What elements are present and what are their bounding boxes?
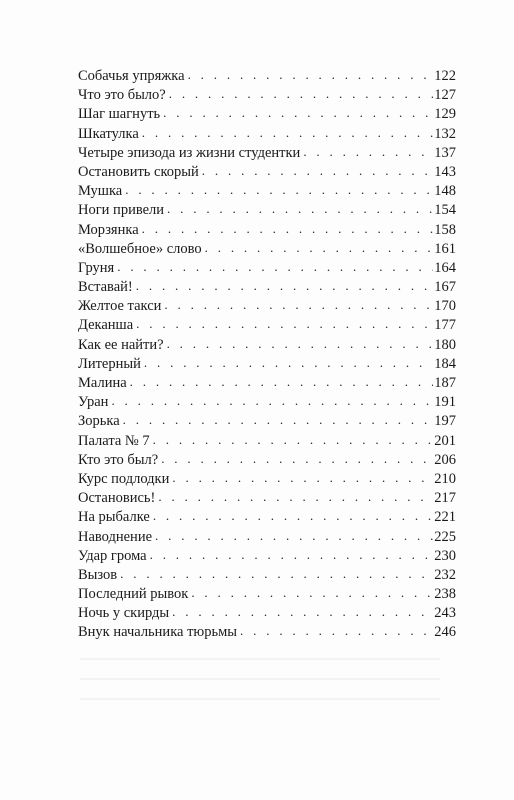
- toc-entry-page-number: 137: [434, 144, 456, 161]
- toc-entry: [78, 488, 456, 507]
- toc-entry: [78, 66, 456, 85]
- toc-entry-page-number: 127: [434, 87, 456, 104]
- toc-entry: [78, 622, 456, 641]
- toc-dot-leader: [163, 103, 433, 122]
- toc-entry-title: Удар грома: [78, 547, 147, 564]
- toc-dot-leader: [240, 621, 433, 640]
- toc-entry-page-number: 221: [434, 509, 456, 526]
- toc-dot-leader: [136, 276, 434, 295]
- toc-entry-page-number: 243: [434, 605, 456, 622]
- toc-entry-page-number: 164: [434, 259, 456, 276]
- toc-entry-title: Малина: [78, 375, 127, 391]
- toc-entry-title: Наводнение: [78, 528, 153, 545]
- toc-entry-page-number: 201: [434, 432, 456, 449]
- toc-entry-title: «Волшебное» слово: [78, 240, 202, 257]
- toc-dot-leader: [172, 468, 433, 487]
- toc-entry: [78, 162, 456, 181]
- toc-entry: [78, 507, 456, 526]
- toc-dot-leader: [161, 449, 433, 468]
- toc-dot-leader: [205, 238, 434, 257]
- toc-entry-title: Кто это был?: [78, 451, 159, 468]
- toc-entry: [78, 335, 456, 354]
- toc-dot-leader: [202, 161, 433, 180]
- toc-entry-title: Что это было?: [78, 87, 166, 104]
- toc-entry-title: Груня: [78, 259, 115, 276]
- toc-entry: [78, 565, 456, 584]
- toc-entry: [78, 603, 456, 622]
- show-through-text: [80, 640, 440, 718]
- toc-entry: [78, 411, 456, 430]
- toc-entry: [78, 354, 456, 373]
- toc-entry-title: Как ее найти?: [78, 336, 164, 353]
- toc-dot-leader: [167, 334, 434, 353]
- toc-entry: [78, 296, 456, 315]
- toc-entry-title: Зорька: [78, 413, 120, 430]
- toc-entry-title: Остановись!: [78, 490, 156, 507]
- toc-entry-title: Четыре эпизода из жизни студентки: [78, 144, 301, 161]
- toc-entry-title: Ноги привели: [78, 202, 165, 219]
- show-through-line: [80, 698, 440, 700]
- toc-dot-leader: [169, 84, 434, 103]
- toc-entry: [78, 277, 456, 296]
- toc-entry-title: Шаг шагнуть: [78, 106, 161, 123]
- toc-entry-page-number: 167: [434, 279, 456, 296]
- toc-entry-page-number: 191: [434, 394, 456, 411]
- toc-entry-title: Шкатулка: [78, 125, 139, 142]
- toc-entry-title: Палата № 7: [78, 432, 150, 449]
- toc-dot-leader: [142, 219, 434, 238]
- toc-entry-page-number: 129: [434, 106, 456, 123]
- toc-entry-page-number: 122: [434, 68, 456, 84]
- toc-entry-title: На рыбалке: [78, 509, 150, 526]
- toc-entry-page-number: 132: [434, 125, 456, 142]
- toc-entry: [78, 239, 456, 258]
- toc-dot-leader: [130, 372, 434, 391]
- toc-entry-page-number: 180: [434, 336, 456, 353]
- toc-entry-page-number: 238: [434, 586, 456, 603]
- toc-entry-page-number: 154: [434, 202, 456, 219]
- toc-entry-title: Вызов: [78, 566, 118, 583]
- toc-dot-leader: [144, 353, 433, 372]
- toc-entry-title: Желтое такси: [78, 298, 162, 315]
- toc-dot-leader: [155, 526, 433, 545]
- toc-dot-leader: [125, 180, 433, 199]
- toc-dot-leader: [117, 257, 433, 276]
- toc-dot-leader: [167, 199, 433, 218]
- toc-entry: [78, 104, 456, 123]
- toc-entry: [78, 584, 456, 603]
- toc-dot-leader: [150, 545, 434, 564]
- toc-entry: [78, 315, 456, 334]
- toc-entry: [78, 450, 456, 469]
- table-of-contents: [78, 66, 456, 642]
- toc-entry-title: Внук начальника тюрьмы: [78, 624, 238, 641]
- toc-entry: [78, 392, 456, 411]
- toc-entry: [78, 373, 456, 392]
- toc-entry-title: Морзянка: [78, 221, 139, 238]
- toc-entry-page-number: 148: [434, 183, 456, 200]
- toc-dot-leader: [123, 410, 434, 429]
- toc-dot-leader: [303, 142, 433, 161]
- toc-entry-page-number: 210: [434, 470, 456, 487]
- toc-dot-leader: [153, 506, 433, 525]
- toc-entry-page-number: 206: [434, 451, 456, 468]
- toc-entry: [78, 431, 456, 450]
- toc-dot-leader: [136, 314, 433, 333]
- toc-entry-page-number: 161: [434, 240, 456, 257]
- toc-entry: [78, 124, 456, 143]
- toc-dot-leader: [164, 295, 433, 314]
- toc-entry-title: Мушка: [78, 183, 123, 200]
- toc-entry-title: Курс подлодки: [78, 470, 170, 487]
- toc-entry-page-number: 232: [434, 566, 456, 583]
- toc-entry: [78, 258, 456, 277]
- toc-entry-page-number: 246: [434, 624, 456, 641]
- toc-dot-leader: [142, 123, 433, 142]
- toc-entry-title: Уран: [78, 394, 109, 411]
- toc-entry-page-number: 143: [434, 163, 456, 180]
- toc-entry-title: Вставай!: [78, 279, 133, 296]
- toc-entry-page-number: 197: [434, 413, 456, 430]
- toc-entry-page-number: 230: [434, 547, 456, 564]
- show-through-line: [80, 678, 440, 680]
- toc-dot-leader: [172, 602, 433, 621]
- toc-dot-leader: [120, 564, 433, 583]
- toc-entry-title: Остановить скорый: [78, 163, 199, 180]
- toc-entry: [78, 143, 456, 162]
- toc-entry-title: Литерный: [78, 355, 141, 372]
- toc-entry-page-number: 158: [434, 221, 456, 238]
- toc-dot-leader: [158, 487, 433, 506]
- toc-entry-title: Последний рывок: [78, 586, 189, 603]
- toc-entry-title: Собачья упряжка: [78, 68, 185, 84]
- toc-entry: [78, 200, 456, 219]
- toc-entry-title: Деканша: [78, 317, 134, 334]
- toc-entry-page-number: 170: [434, 298, 456, 315]
- toc-entry: [78, 85, 456, 104]
- toc-entry: [78, 527, 456, 546]
- toc-entry-page-number: 177: [434, 317, 456, 334]
- toc-entry: [78, 469, 456, 488]
- toc-dot-leader: [111, 391, 433, 410]
- toc-dot-leader: [191, 583, 433, 602]
- show-through-line: [80, 658, 440, 660]
- toc-dot-leader: [153, 430, 434, 449]
- toc-entry-page-number: 187: [434, 375, 456, 391]
- toc-dot-leader: [188, 65, 434, 84]
- toc-entry-page-number: 184: [434, 355, 456, 372]
- toc-entry-page-number: 225: [434, 528, 456, 545]
- toc-entry: [78, 220, 456, 239]
- toc-entry: [78, 181, 456, 200]
- toc-entry-title: Ночь у скирды: [78, 605, 170, 622]
- toc-entry: [78, 546, 456, 565]
- toc-entry-page-number: 217: [434, 490, 456, 507]
